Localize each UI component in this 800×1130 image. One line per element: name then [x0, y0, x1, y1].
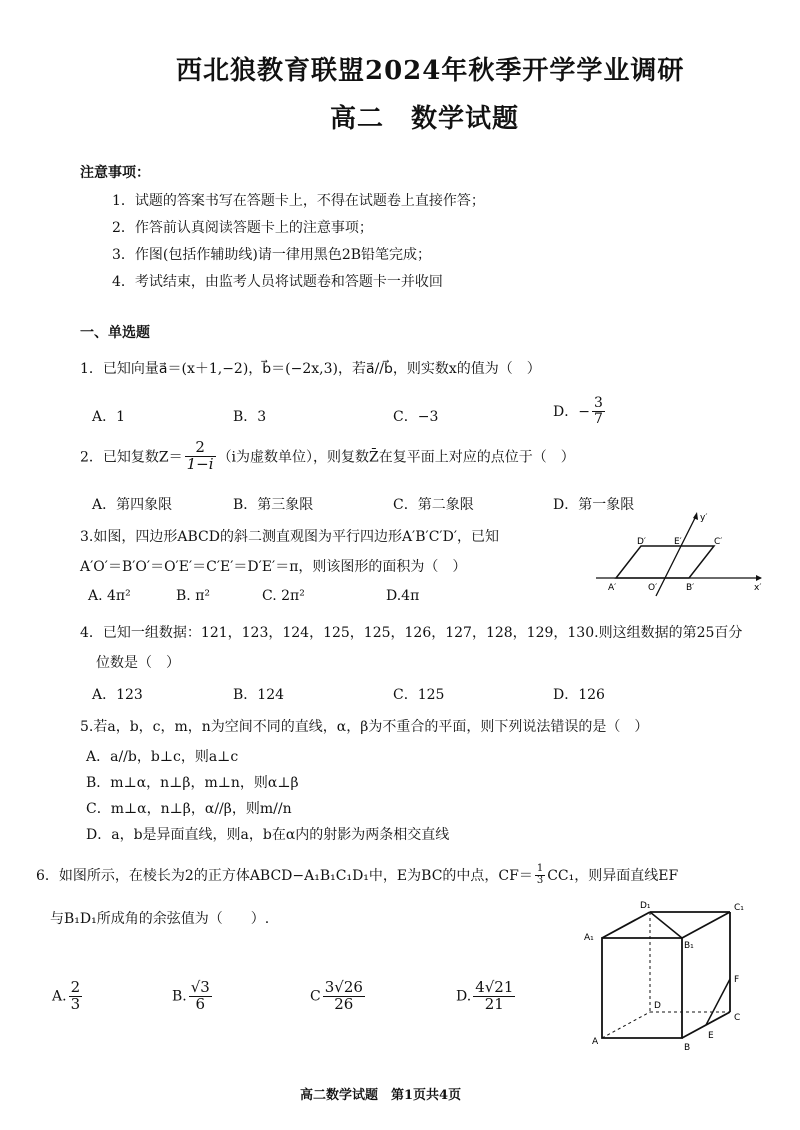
parallelogram	[616, 546, 714, 578]
q6-a-numerator: 2	[70, 978, 81, 996]
q4-option-c: C．125	[393, 687, 445, 703]
cube-front-face	[602, 938, 682, 1038]
q4-stem-line2: 位数是（ ）	[96, 655, 180, 671]
q6-b-label: B.	[172, 988, 187, 1005]
q3-option-a: A. 4π²	[88, 588, 131, 604]
q6-option-c	[310, 980, 367, 1013]
label-b: B′	[686, 583, 695, 593]
notice-item-4: 4．考试结束，由监考人员将试题卷和答题卡一并收回	[112, 274, 443, 290]
q6-stem-line1	[36, 864, 678, 886]
hidden-edge-a-d	[602, 1012, 650, 1038]
label-b1: B₁	[684, 941, 694, 951]
q2-option-b: B．第三象限	[233, 497, 314, 513]
label-c: C′	[714, 537, 723, 547]
q5-option-c: C．m⊥α，n⊥β，α//β，则m//n	[86, 801, 292, 817]
q3-option-c: C. 2π²	[262, 588, 305, 604]
q2-stem	[80, 440, 575, 473]
q6-stem-pre: 6．如图所示，在棱长为2的正方体ABCD−A₁B₁C₁D₁中，E为BC的中点，CF＝	[36, 868, 533, 884]
q6-d-label: D.	[456, 988, 472, 1005]
label-a: A′	[608, 583, 617, 593]
notice-heading: 注意事项：	[80, 165, 150, 181]
q3-option-d: D.4π	[386, 588, 420, 604]
q3-stem-line1: 3.如图，四边形ABCD的斜二测直观图为平行四边形A′B′C′D′，已知	[80, 529, 500, 545]
q6-cf-denominator: 3	[536, 874, 544, 886]
q2-option-d: D．第一象限	[553, 497, 635, 513]
q5-option-b: B．m⊥α，n⊥β，m⊥n，则α⊥β	[86, 775, 299, 791]
q3-stem-line2: A′O′＝B′O′＝O′E′＝C′E′＝D′E′＝π，则该图形的面积为（ ）	[80, 559, 467, 575]
q4-option-d: D．126	[553, 687, 605, 703]
page-footer: 高二数学试题 第1页共4页	[300, 1088, 462, 1103]
q2-numerator: 2	[185, 440, 216, 457]
label-d1: D₁	[640, 901, 651, 911]
q6-stem-post: CC₁，则异面直线EF	[547, 868, 679, 884]
label-c1: C₁	[734, 903, 744, 913]
q4-option-b: B．124	[233, 687, 285, 703]
q3-figure	[596, 508, 766, 598]
q6-d-numerator: 4√21	[475, 978, 514, 996]
label-d: D′	[637, 537, 646, 547]
label-f: F	[734, 975, 740, 985]
q6-a-label: A.	[52, 988, 67, 1005]
edge-a1-d1	[602, 912, 650, 938]
label-a: A	[592, 1037, 599, 1047]
q6-c-denominator: 26	[334, 994, 354, 1013]
x-axis-arrow	[756, 575, 762, 581]
q5-option-d: D．a，b是异面直线，则a，b在α内的射影为两条相交直线	[86, 827, 450, 843]
q6-cf-numerator: 1	[536, 863, 544, 874]
q6-option-a	[52, 980, 84, 1013]
label-e: E	[708, 1031, 714, 1041]
q6-cube-figure	[580, 898, 760, 1058]
q5-stem: 5.若a，b，c，m，n为空间不同的直线，α，β为不重合的平面，则下列说法错误的是（ ）	[80, 719, 649, 735]
notice-item-1: 1．试题的答案书写在答题卡上，不得在试题卷上直接作答；	[112, 193, 485, 209]
notice-item-3: 3．作图(包括作辅助线)请一律用黑色2B铅笔完成；	[112, 247, 432, 263]
q1-option-a: A．1	[92, 409, 126, 425]
y-axis-arrow	[693, 512, 698, 520]
label-b: B	[684, 1043, 691, 1053]
edge-b1-c1	[682, 912, 730, 938]
q4-option-a: A．123	[92, 687, 143, 703]
diagonal-b1-d1	[650, 912, 682, 938]
label-x: x′	[754, 583, 762, 593]
label-c: C	[734, 1013, 741, 1023]
q6-a-denominator: 3	[70, 994, 81, 1013]
q6-option-b	[172, 980, 214, 1013]
q5-option-a: A．a//b，b⊥c，则a⊥c	[86, 749, 239, 765]
exam-title: 西北狼教育联盟2024年秋季开学学业调研	[176, 56, 685, 86]
q6-stem-line2: 与B₁D₁所成角的余弦值为（ ）.	[50, 911, 270, 927]
q1-option-b: B．3	[233, 409, 267, 425]
q1-option-d-label: D．−	[553, 404, 590, 421]
q1-stem: 1．已知向量a⃗＝(x＋1,−2)，b⃗＝(−2x,3)，若a⃗//b⃗，则实数x的值为（ ）	[80, 361, 541, 377]
q6-c-numerator: 3√26	[324, 978, 363, 996]
exam-subtitle: 高二 数学试题	[330, 104, 520, 134]
label-a1: A₁	[584, 933, 594, 943]
q6-b-numerator: √3	[190, 978, 210, 996]
q3-option-b: B. π²	[176, 588, 211, 604]
label-e: E′	[674, 537, 682, 547]
q2-option-c: C．第二象限	[393, 497, 474, 513]
q4-stem-line1: 4．已知一组数据：121，123，124，125，125，126，127，128，129，130.则这组数据的第25百分	[80, 625, 743, 641]
q2-stem-post: （i为虚数单位），则复数Z̄在复平面上对应的点位于（ ）	[217, 449, 575, 466]
q1-option-c: C．−3	[393, 409, 439, 425]
q6-c-label: C	[310, 988, 321, 1005]
label-y: y′	[700, 513, 708, 523]
q1-d-numerator: 3	[593, 395, 603, 411]
q2-stem-pre: 2．已知复数Z＝	[80, 449, 183, 466]
label-d: D	[654, 1001, 661, 1011]
q1-option-d	[553, 396, 607, 426]
q6-b-denominator: 6	[195, 994, 206, 1013]
q6-d-denominator: 21	[484, 994, 504, 1013]
q1-d-denominator: 7	[593, 410, 603, 427]
notice-item-2: 2．作答前认真阅读答题卡上的注意事项；	[112, 220, 373, 236]
q2-denominator: 1−i	[186, 454, 214, 473]
label-o: O′	[648, 583, 658, 593]
q2-option-a: A．第四象限	[92, 497, 173, 513]
q6-option-d	[456, 980, 517, 1013]
section-heading: 一、单选题	[80, 325, 150, 341]
